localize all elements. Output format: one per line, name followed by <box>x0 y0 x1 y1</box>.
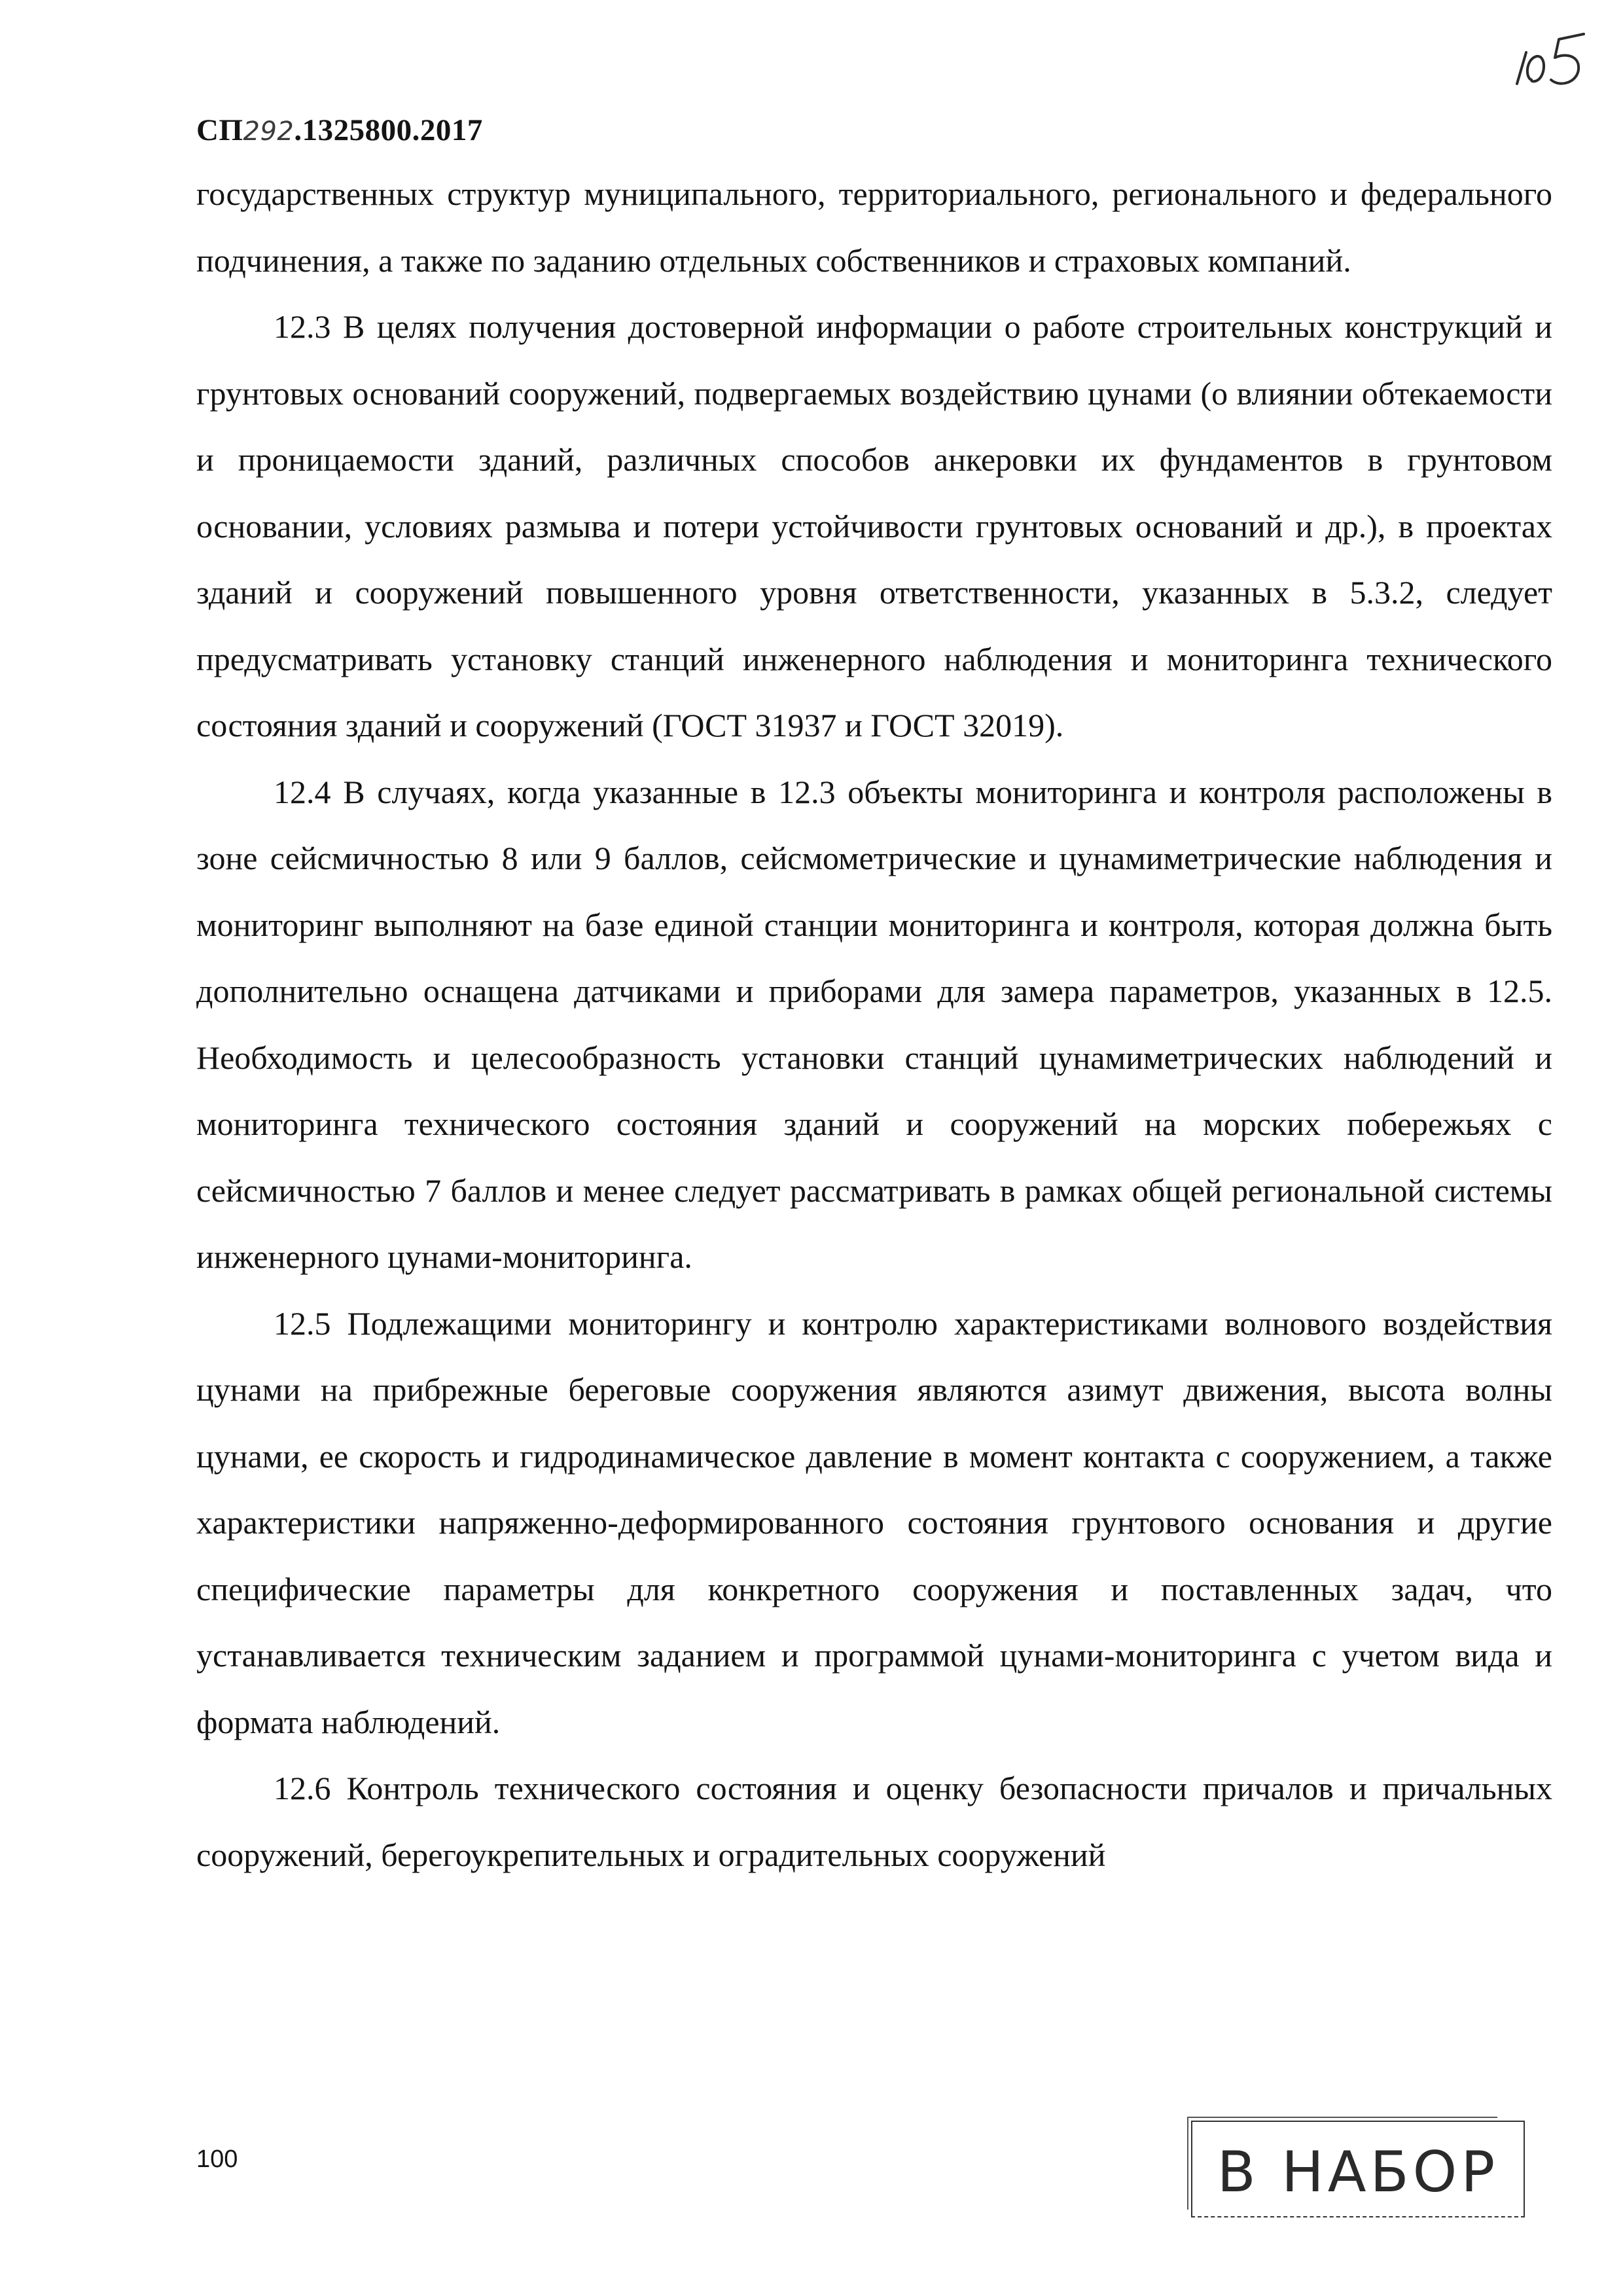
stamp <box>1191 2121 1525 2217</box>
handwritten-page-number <box>1512 26 1610 98</box>
body-text <box>196 161 1552 1888</box>
doc-code-handwritten-number: 292 <box>243 117 294 147</box>
stamp-text: В НАБОР <box>1217 2140 1499 2205</box>
page-number: 100 <box>196 2145 238 2173</box>
paragraph-continuation: государственных структур муниципального, территориального, регионального и федерального подчинения, а также по заданию отдельных собственников и страховых компаний. <box>196 175 1552 279</box>
doc-code-prefix: СП <box>196 113 243 147</box>
paragraph-12-4: 12.4 В случаях, когда указанные в 12.3 объекты мониторинга и контроля расположены в зоне сейсмичностью 8 или 9 баллов, сейсмометрические и цунамиметрические наблюдения и мониторинг выполняют на базе единой станции мониторинга и контроля, которая должна быть дополнительно оснащена датчиками и приборами для замера параметров, указанных в 12.5. Необходимость и целесообразность установки станций цунамиметрических наблюдений и мониторинга технического состояния зданий и сооружений на морских побережьях с сейсмичностью 7 баллов и менее следует рассматривать в рамках общей региональной системы инженерного цунами-мониторинга. <box>196 773 1552 1275</box>
document-code <box>196 113 483 148</box>
paragraph-12-3: 12.3 В целях получения достоверной информации о работе строительных конструкций и грунтовых оснований сооружений, подвергаемых воздействию цунами (о влиянии обтекаемости и проницаемости зданий, различных способов анкеровки их фундаментов в грунтовом основании, условиях размыва и потери устойчивости грунтовых оснований и др.), в проектах зданий и сооружений повышенного уровня ответственности, указанных в 5.3.2, следует предусматривать установку станций инженерного наблюдения и мониторинга технического состояния зданий и сооружений (ГОСТ 31937 и ГОСТ 32019). <box>196 308 1552 744</box>
paragraph-12-5: 12.5 Подлежащими мониторингу и контролю характеристиками волнового воздействия цунами на прибрежные береговые сооружения являются азимут движения, высота волны цунами, ее скорость и гидродинамическое давление в момент контакта с сооружением, а также характеристики напряженно-деформированного состояния грунтового основания и другие специфические параметры для конкретного сооружения и поставленных задач, что устанавливается техническим заданием и программой цунами-мониторинга с учетом вида и формата наблюдений. <box>196 1304 1552 1740</box>
paragraph-12-6: 12.6 Контроль технического состояния и оценку безопасности причалов и причальных сооружений, берегоукрепительных и оградительных сооружений <box>196 1770 1552 1873</box>
doc-code-suffix: .1325800.2017 <box>294 113 483 147</box>
